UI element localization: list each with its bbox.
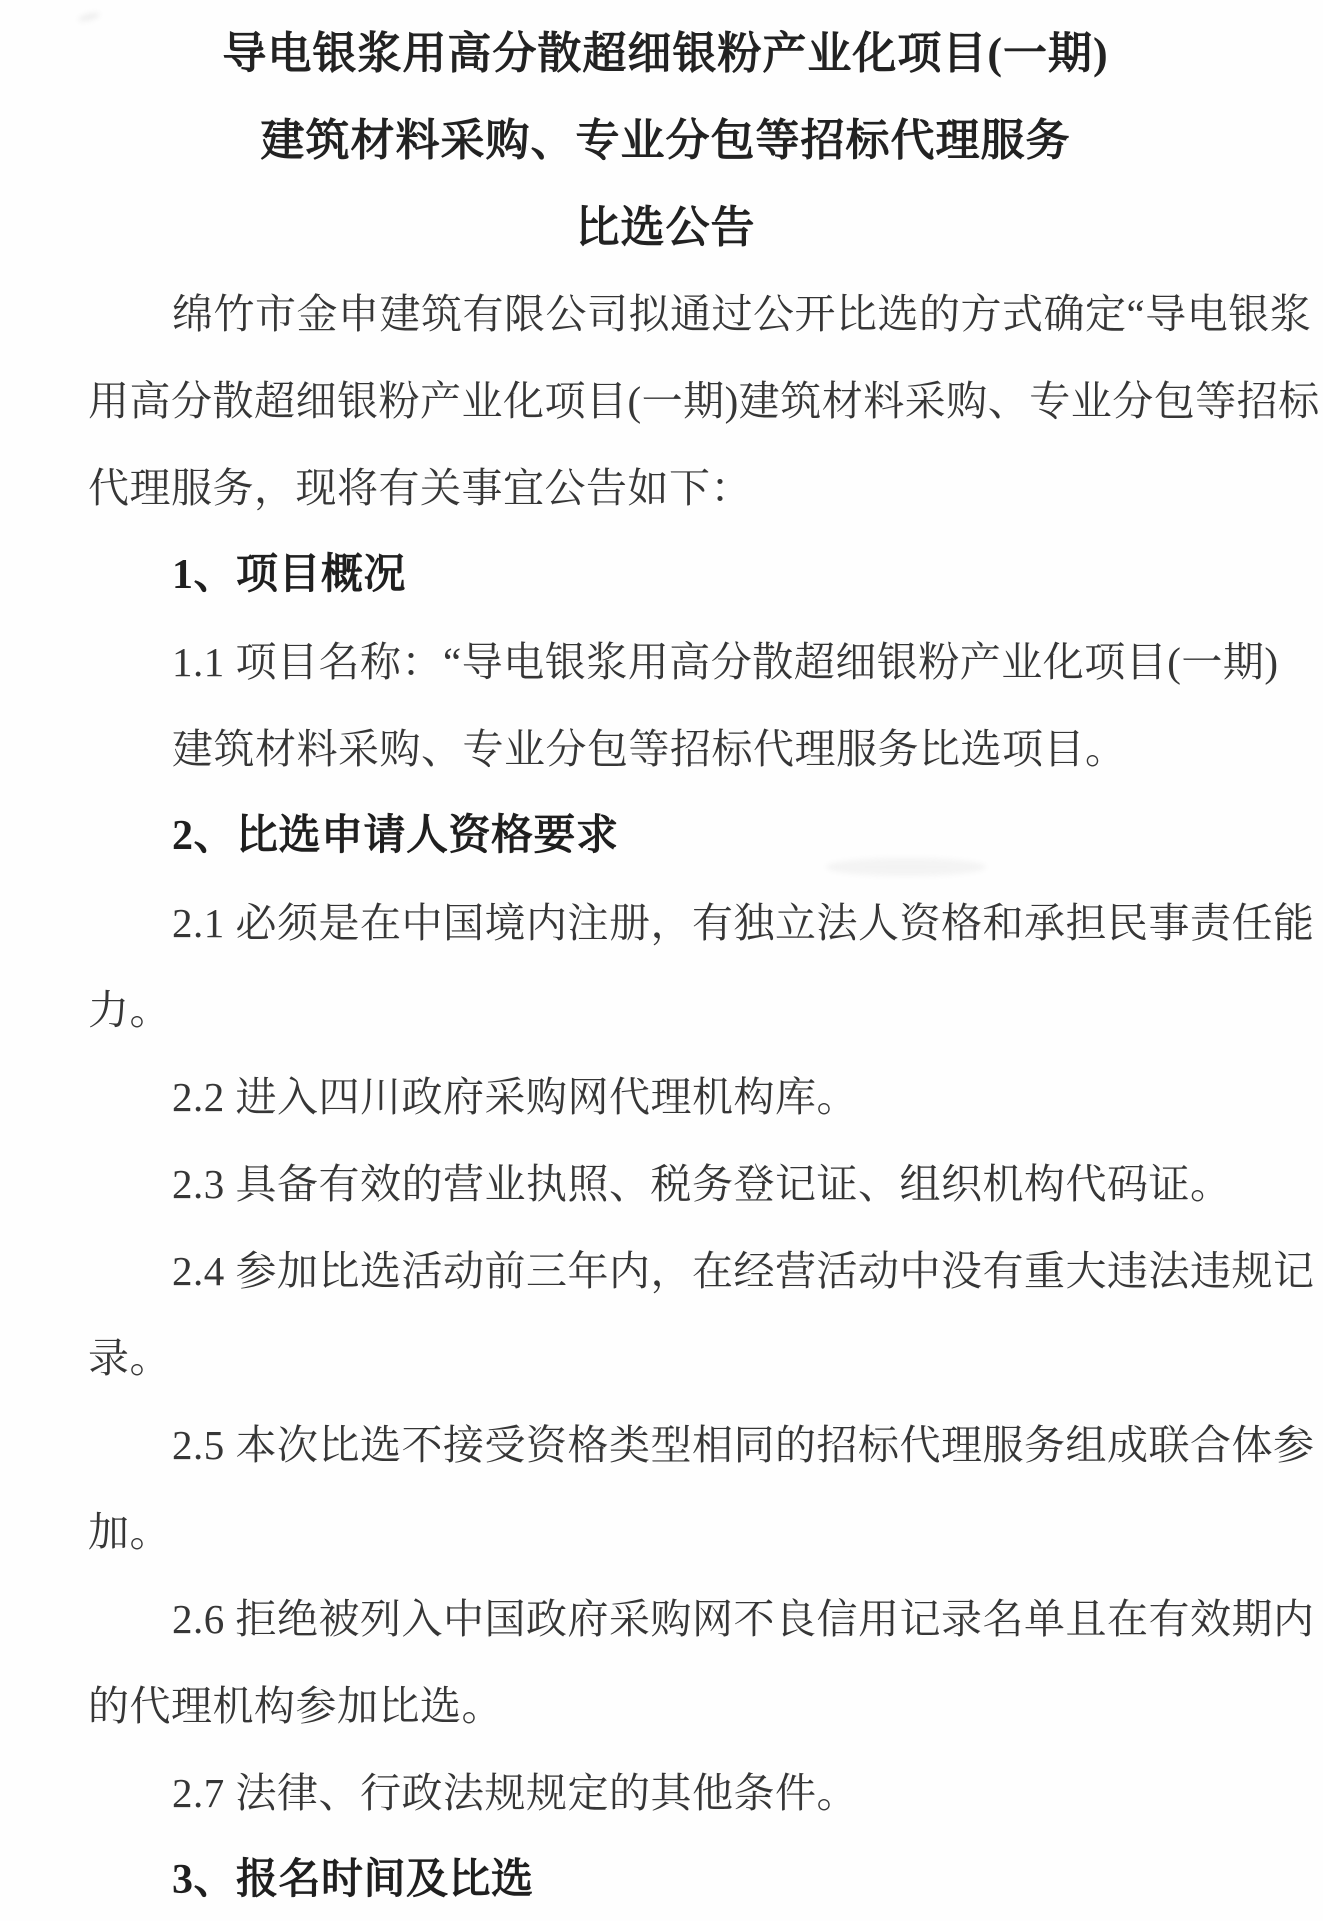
body-text-line: 代理服务，现将有关事宜公告如下： [88, 465, 752, 511]
body-text-line: 1.1 项目名称：“导电银浆用高分散超细银粉产业化项目(一期) [172, 639, 1279, 685]
body-text-line: 2.4 参加比选活动前三年内，在经营活动中没有重大违法违规记 [172, 1248, 1315, 1294]
body-text-line: 2.2 进入四川政府采购网代理机构库。 [172, 1074, 858, 1120]
body-text-line: 建筑材料采购、专业分包等招标代理服务比选项目。 [172, 726, 1127, 772]
body-text-line: 绵竹市金申建筑有限公司拟通过公开比选的方式确定“导电银浆 [172, 291, 1312, 337]
body-text-line: 2.6 拒绝被列入中国政府采购网不良信用记录名单且在有效期内 [172, 1596, 1315, 1642]
document-title-line: 建筑材料采购、专业分包等招标代理服务 [260, 116, 1071, 165]
body-text-line: 2.1 必须是在中国境内注册，有独立法人资格和承担民事责任能 [172, 900, 1315, 946]
document-body [88, 10, 1320, 1921]
body-text-line: 加。 [88, 1509, 171, 1555]
body-text-line: 2.5 本次比选不接受资格类型相同的招标代理服务组成联合体参 [172, 1422, 1315, 1468]
document-title-line: 比选公告 [575, 203, 756, 252]
body-text-line: 2.7 法律、行政法规规定的其他条件。 [172, 1770, 858, 1816]
body-text-line: 的代理机构参加比选。 [88, 1683, 503, 1729]
body-text-line: 用高分散超细银粉产业化项目(一期)建筑材料采购、专业分包等招标 [88, 378, 1320, 424]
body-text-line: 力。 [88, 987, 171, 1033]
document-title-line: 导电银浆用高分散超细银粉产业化项目(一期) [222, 29, 1109, 78]
body-text-line: 录。 [88, 1335, 171, 1381]
section-heading: 3、报名时间及比选 [172, 1857, 534, 1903]
section-heading: 2、比选申请人资格要求 [172, 813, 619, 859]
body-text-line: 2.3 具备有效的营业执照、税务登记证、组织机构代码证。 [172, 1161, 1232, 1207]
section-heading: 1、项目概况 [172, 552, 407, 598]
